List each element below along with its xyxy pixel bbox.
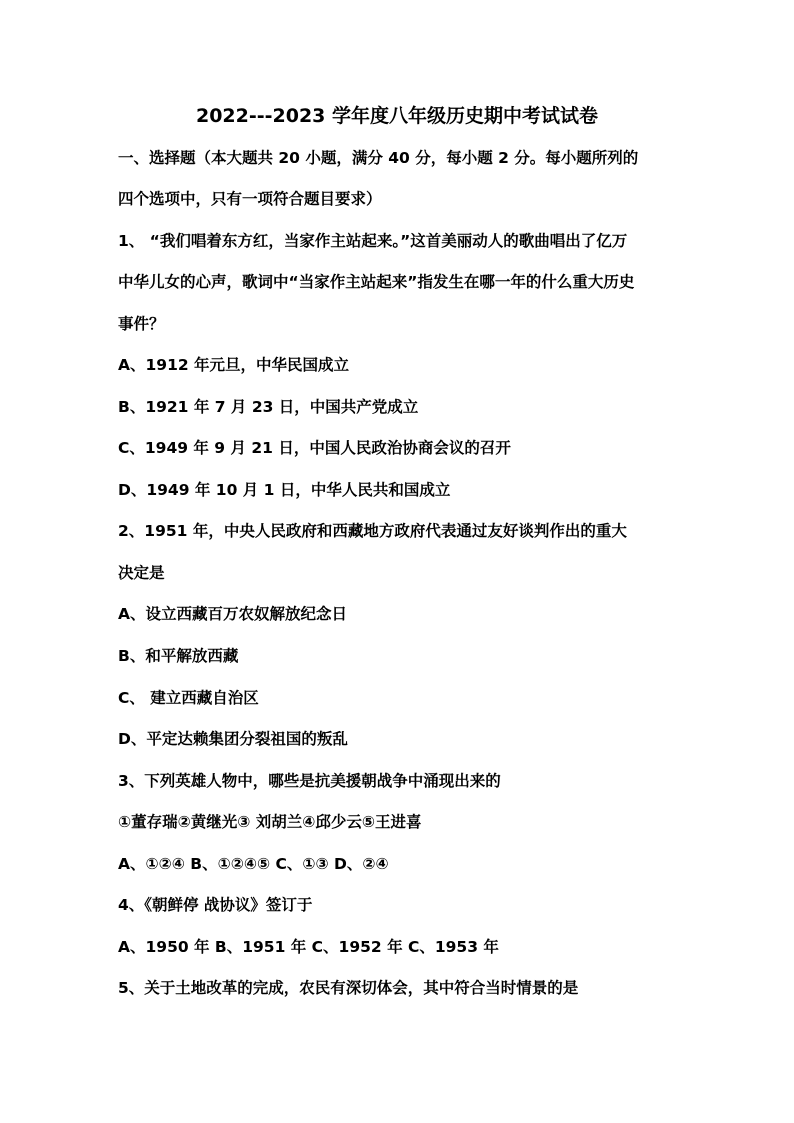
question-1-option-c: C、1949 年 9 月 21 日，中国人民政治协商会议的召开: [118, 439, 511, 457]
question-1-option-d: D、1949 年 10 月 1 日，中华人民共和国成立: [118, 481, 451, 499]
question-2-option-b: B、和平解放西藏: [118, 647, 239, 665]
question-4-line-1: 4、《朝鲜停 战协议》签订于: [118, 896, 313, 914]
question-1-line-2: 中华儿女的心声，歌词中“当家作主站起来”指发生在哪一年的什么重大历史: [118, 273, 635, 291]
question-4-options: A、1950 年 B、1951 年 C、1952 年 C、1953 年: [118, 938, 499, 956]
question-1-line-3: 事件？: [118, 315, 165, 333]
question-2-line-2: 决定是: [118, 564, 165, 582]
question-2-line-1: 2、1951 年，中央人民政府和西藏地方政府代表通过友好谈判作出的重大: [118, 522, 627, 540]
question-3-line-2: ①董存瑞②黄继光③ 刘胡兰④邱少云⑤王进喜: [118, 813, 422, 831]
question-2-option-c: C、 建立西藏自治区: [118, 689, 259, 707]
exam-title: 2022---2023 学年度八年级历史期中考试试卷: [195, 105, 599, 127]
question-3-line-1: 3、下列英雄人物中，哪些是抗美援朝战争中涌现出来的: [118, 772, 501, 790]
question-2-option-a: A、设立西藏百万农奴解放纪念日: [118, 605, 347, 623]
question-1-option-b: B、1921 年 7 月 23 日，中国共产党成立: [118, 398, 419, 416]
question-2-option-d: D、平定达赖集团分裂祖国的叛乱: [118, 730, 348, 748]
question-3-options: A、①②④ B、①②④⑤ C、①③ D、②④: [118, 855, 389, 873]
section-heading-line-1: 一、选择题（本大题共 20 小题，满分 40 分，每小题 2 分。每小题所列的: [118, 149, 639, 167]
section-heading-line-2: 四个选项中，只有一项符合题目要求）: [118, 190, 382, 208]
question-1-option-a: A、1912 年元旦，中华民国成立: [118, 356, 350, 374]
question-5-line-1: 5、关于土地改革的完成，农民有深切体会，其中符合当时情景的是: [118, 979, 579, 997]
question-1-line-1: 1、 “我们唱着东方红，当家作主站起来。”这首美丽动人的歌曲唱出了亿万: [118, 232, 628, 250]
